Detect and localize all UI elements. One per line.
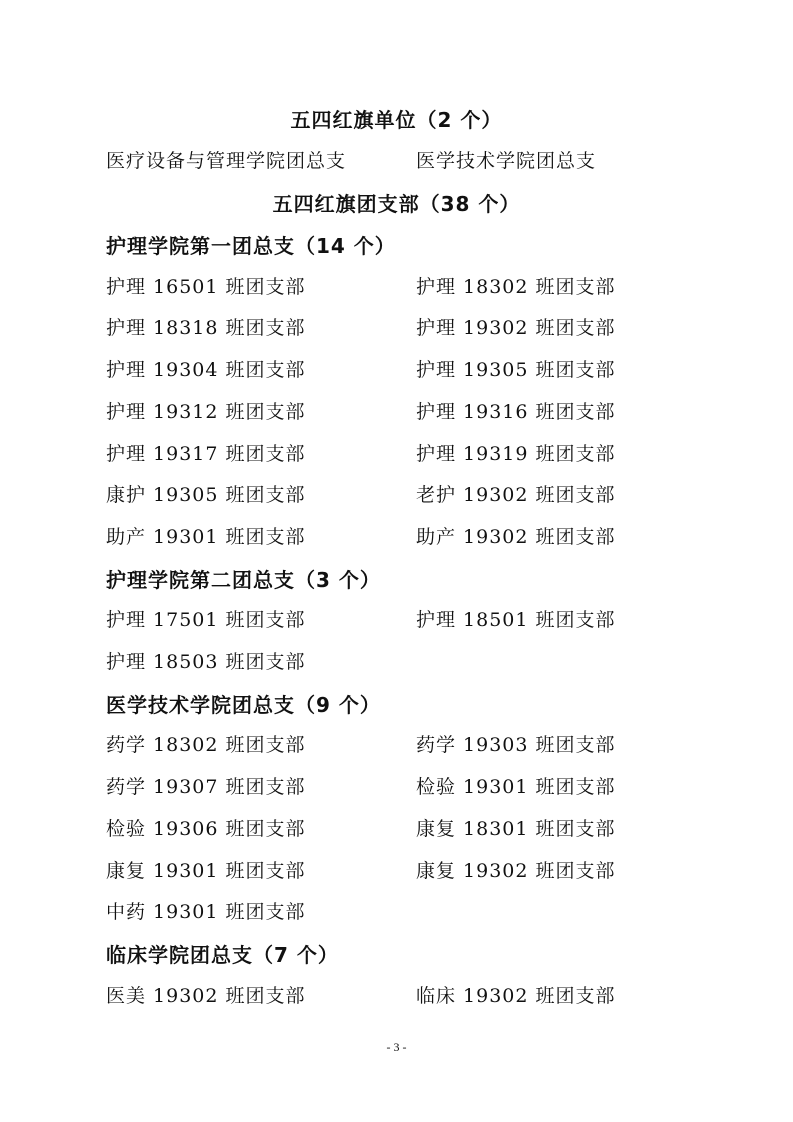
unit-item: 医学技术学院团总支 bbox=[416, 150, 597, 172]
branch-item: 护理 18302 班团支部 bbox=[416, 275, 616, 298]
branch-item: 护理 19317 班团支部 bbox=[106, 442, 306, 465]
branch-item: 护理 18501 班团支部 bbox=[416, 609, 616, 632]
branch-item: 护理 18503 班团支部 bbox=[106, 651, 306, 673]
branch-item: 老护 19302 班团支部 bbox=[416, 484, 616, 507]
branch-item: 药学 19307 班团支部 bbox=[106, 776, 306, 799]
branch-item: 护理 18318 班团支部 bbox=[106, 317, 306, 340]
branch-item: 检验 19301 班团支部 bbox=[416, 776, 616, 799]
branch-item: 康复 19301 班团支部 bbox=[106, 859, 306, 882]
branch-item: 检验 19306 班团支部 bbox=[106, 817, 306, 840]
branch-item: 护理 19316 班团支部 bbox=[416, 400, 616, 423]
branch-item: 医美 19302 班团支部 bbox=[106, 984, 306, 1007]
branch-item: 康复 19302 班团支部 bbox=[416, 859, 616, 882]
page-number: - 3 - bbox=[386, 1040, 407, 1054]
units-row bbox=[106, 146, 666, 176]
section-heading: 护理学院第一团总支（14 个） bbox=[106, 234, 396, 258]
branch-item: 药学 19303 班团支部 bbox=[416, 734, 616, 757]
branch-item: 中药 19301 班团支部 bbox=[106, 901, 306, 924]
branch-item: 护理 16501 班团支部 bbox=[106, 275, 306, 298]
branch-item: 康复 18301 班团支部 bbox=[416, 817, 616, 840]
branch-item: 护理 19304 班团支部 bbox=[106, 359, 306, 382]
branch-item: 护理 19305 班团支部 bbox=[416, 359, 616, 382]
section-heading: 医学技术学院团总支（9 个） bbox=[106, 692, 381, 717]
branch-item: 助产 19301 班团支部 bbox=[106, 525, 306, 548]
section-heading: 临床学院团总支（7 个） bbox=[106, 942, 339, 967]
unit-item: 医疗设备与管理学院团总支 bbox=[106, 150, 347, 172]
branch-item: 临床 19302 班团支部 bbox=[416, 984, 616, 1007]
branch-item: 药学 18302 班团支部 bbox=[106, 734, 306, 757]
branch-item: 护理 19319 班团支部 bbox=[416, 442, 616, 465]
branch-item: 护理 17501 班团支部 bbox=[106, 609, 306, 632]
branch-item: 护理 19312 班团支部 bbox=[106, 400, 306, 423]
units-title: 五四红旗单位（2 个） bbox=[290, 108, 503, 132]
branch-item: 护理 19302 班团支部 bbox=[416, 317, 616, 340]
branches-title: 五四红旗团支部（38 个） bbox=[272, 192, 521, 216]
branch-item: 康护 19305 班团支部 bbox=[106, 484, 306, 507]
section-heading: 护理学院第二团总支（3 个） bbox=[106, 567, 381, 592]
branch-item: 助产 19302 班团支部 bbox=[416, 525, 616, 548]
